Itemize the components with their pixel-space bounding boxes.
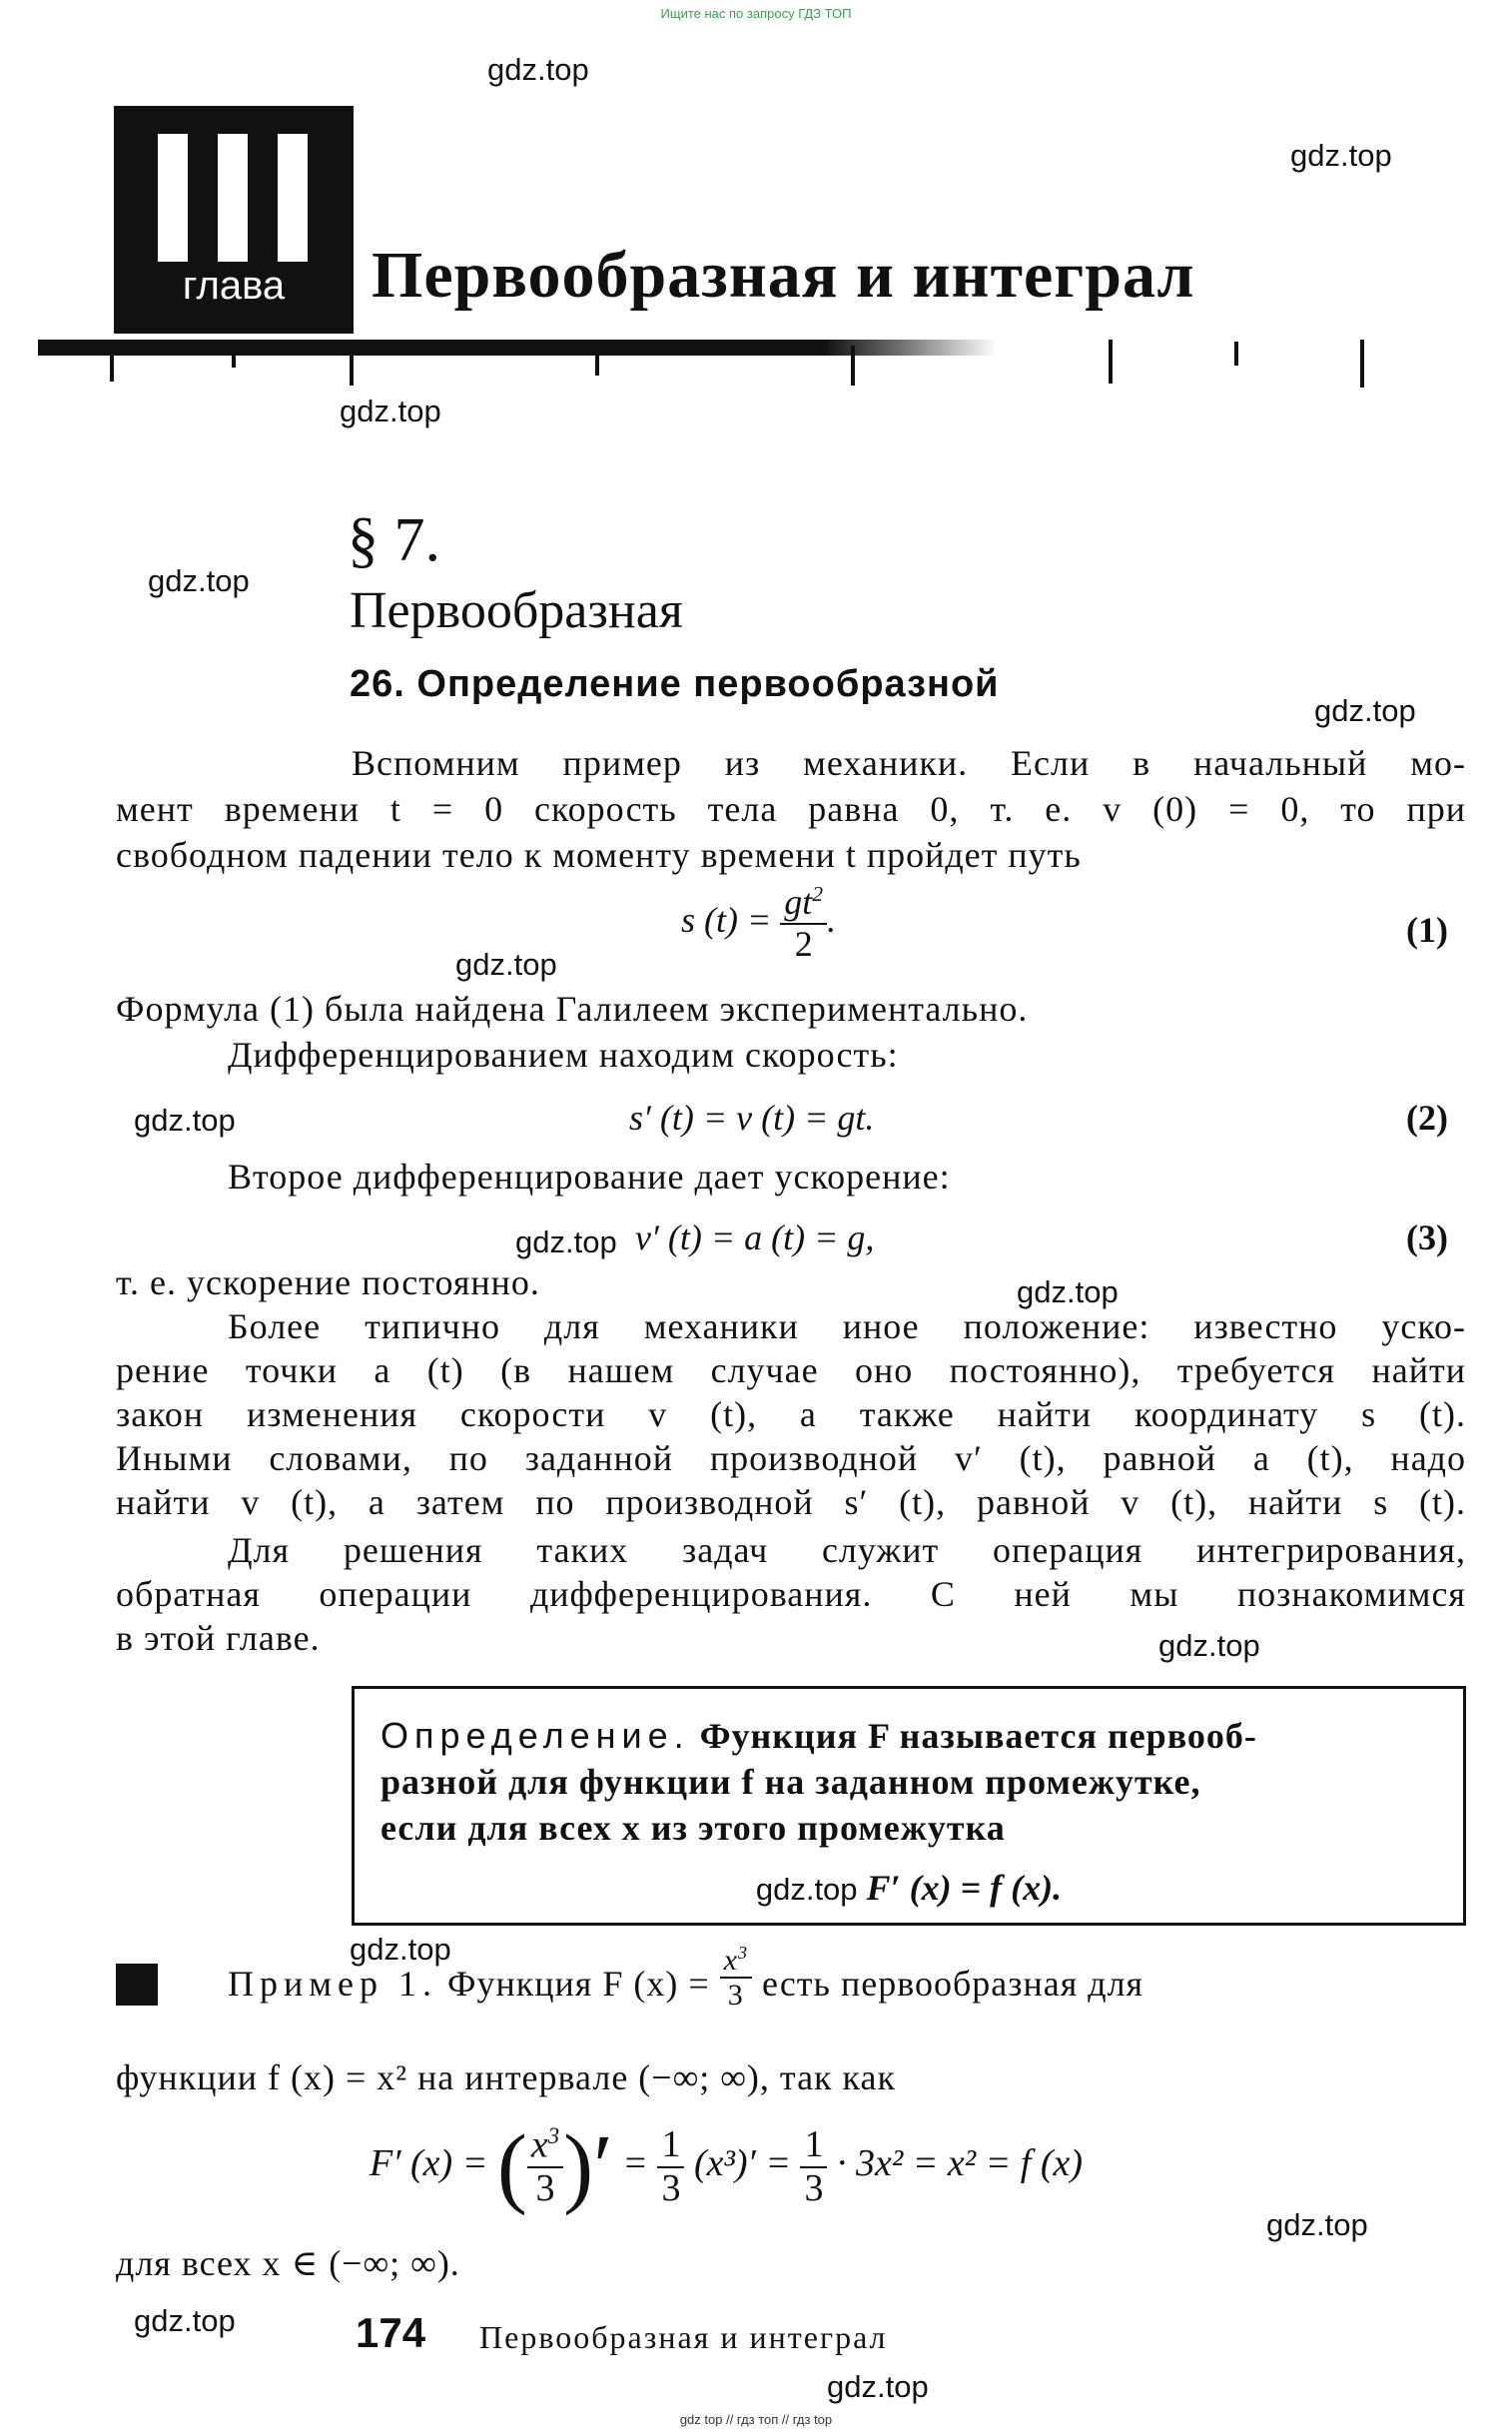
deriv-three: 3 xyxy=(661,2166,681,2209)
text-line: Более типично для механики иное положение: известно уско- xyxy=(228,1306,1466,1346)
eq1-numerator: gt xyxy=(784,882,813,922)
deriv-lhs: F′ (x) = xyxy=(370,2142,488,2185)
eq1-denominator: 2 xyxy=(794,923,813,964)
watermark: gdz.top xyxy=(134,1103,236,1138)
deriv-one-third xyxy=(657,2124,684,2210)
chapter-numeral-bar xyxy=(218,134,248,262)
bottom-notice: gdz top // гдз топ // гдз top xyxy=(679,2412,833,2427)
watermark: gdz.top xyxy=(827,2369,929,2404)
text-line: т. е. ускорение постоянно. xyxy=(116,1262,540,1302)
text-line: в этой главе. xyxy=(116,1618,321,1658)
eq1-end: . xyxy=(827,899,837,940)
equation-3: v′ (t) = a (t) = g, xyxy=(635,1218,875,1257)
deriv-tail: · 3x² = x² = f (x) xyxy=(836,2142,1084,2185)
equation-label: (1) xyxy=(1406,910,1448,950)
example-derivation xyxy=(370,2115,1083,2218)
section-title: Первообразная xyxy=(350,582,683,639)
eq1-exponent: 2 xyxy=(812,882,824,906)
eq1-fraction xyxy=(780,883,827,964)
watermark: gdz.top xyxy=(515,1224,617,1259)
rule-tick xyxy=(851,346,855,386)
text-line: Вспомним пример из механики. Если в начальный мо- xyxy=(352,743,1466,783)
chapter-numeral-bar xyxy=(278,134,308,262)
text-line: закон изменения скорости v (t), а также найти координату s (t). xyxy=(116,1394,1466,1434)
rule-tick xyxy=(1360,340,1364,388)
watermark: gdz.top xyxy=(134,2303,236,2338)
text-line: Для решения таких задач служит операция интегрирования, xyxy=(228,1530,1466,1570)
deriv-frac-denominator: 3 xyxy=(535,2167,555,2210)
chapter-badge xyxy=(114,106,354,334)
watermark: gdz.top xyxy=(1314,693,1416,728)
example-line: для всех x ∈ (−∞; ∞). xyxy=(116,2243,460,2283)
running-title: Первообразная и интеграл xyxy=(479,2319,888,2355)
rule-tick xyxy=(232,346,236,368)
watermark: gdz.top xyxy=(148,563,250,598)
text-line: рение точки a (t) (в нашем случае оно постоянно), требуется найти xyxy=(116,1350,1466,1390)
text-line: Второе дифференцирование дает ускорение: xyxy=(228,1157,951,1197)
top-notice: Ищите нас по запросу ГДЗ ТОП xyxy=(660,6,852,21)
chapter-numeral-bar xyxy=(158,134,188,262)
text-line: свободном падении тело к моменту времени t пройдет путь xyxy=(116,835,1082,875)
equation-label: (3) xyxy=(1406,1218,1448,1257)
equation-2: s′ (t) = v (t) = gt. xyxy=(629,1098,875,1138)
page-number: 174 xyxy=(356,2309,426,2356)
section-number: § 7. xyxy=(348,506,440,574)
definition-text: Функция F называется первооб- xyxy=(699,1716,1257,1756)
example-line: функции f (x) = x² на интервале (−∞; ∞), так как xyxy=(116,2057,896,2097)
deriv-one: 1 xyxy=(800,2124,827,2168)
example-frac-denominator: 3 xyxy=(727,1978,744,2012)
deriv-one: 1 xyxy=(657,2124,684,2168)
deriv-one-third xyxy=(800,2124,827,2210)
rule-tick xyxy=(350,346,354,386)
text-line: Иными словами, по заданной производной v′ (t), равной a (t), надо xyxy=(116,1438,1466,1478)
deriv-three: 3 xyxy=(804,2166,824,2209)
definition-label: Определение. xyxy=(380,1715,690,1756)
text-line: мент времени t = 0 скорость тела равна 0, т. е. v (0) = 0, то при xyxy=(116,789,1466,829)
deriv-fraction xyxy=(527,2123,563,2210)
eq1-lhs: s (t) = xyxy=(681,899,772,940)
watermark: gdz.top xyxy=(455,947,557,982)
deriv-eq: = xyxy=(622,2142,648,2185)
text-line: Дифференцированием находим скорость: xyxy=(228,1035,899,1075)
example-label: Пример 1. xyxy=(228,1964,438,2004)
deriv-frac-exponent: 3 xyxy=(547,2122,560,2148)
example-text: есть первообразная для xyxy=(761,1964,1144,2004)
watermark: gdz.top xyxy=(487,52,589,87)
rule-tick xyxy=(595,346,599,376)
definition-box xyxy=(352,1686,1466,1926)
deriv-close-paren: )′ xyxy=(563,2117,613,2216)
text-line: Формула (1) была найдена Галилеем экспериментально. xyxy=(116,989,1029,1029)
definition-line xyxy=(380,1715,1257,1757)
watermark: gdz.top xyxy=(1017,1274,1119,1309)
definition-line: разной для функции f на заданном промежутке, xyxy=(380,1762,1201,1802)
rule-tick xyxy=(110,346,114,382)
rule-tick xyxy=(1109,340,1113,384)
watermark: gdz.top xyxy=(1158,1628,1260,1663)
deriv-frac-numerator: x xyxy=(530,2123,548,2166)
watermark: gdz.top xyxy=(755,1872,858,1907)
chapter-title: Первообразная и интеграл xyxy=(372,239,1195,312)
text-line: найти v (t), а затем по производной s′ (t), равной v (t), найти s (t). xyxy=(116,1482,1466,1522)
definition-formula-text: F′ (x) = f (x). xyxy=(866,1868,1063,1908)
chapter-word: глава xyxy=(182,264,286,308)
example-text: Функция F (x) = xyxy=(447,1964,710,2004)
subsection-title: 26. Определение первообразной xyxy=(350,663,1000,705)
watermark: gdz.top xyxy=(1290,138,1392,173)
equation-label: (2) xyxy=(1406,1098,1448,1138)
watermark: gdz.top xyxy=(350,1932,451,1967)
example-frac-numerator: x xyxy=(723,1943,738,1977)
deriv-mid: (x³)′ = xyxy=(693,2142,791,2185)
definition-formula xyxy=(355,1867,1463,1909)
watermark: gdz.top xyxy=(340,394,441,428)
definition-line: если для всех x из этого промежутка xyxy=(380,1808,1006,1848)
equation-1 xyxy=(681,883,836,964)
deriv-open-paren: ( xyxy=(496,2117,527,2216)
example-frac-exponent: 3 xyxy=(737,1942,748,1963)
example-fraction xyxy=(720,1944,752,2012)
watermark: gdz.top xyxy=(1266,2207,1368,2242)
rule-tick xyxy=(1234,342,1238,366)
text-line: обратная операции дифференцирования. С ней мы познакомимся xyxy=(116,1574,1466,1614)
example-marker xyxy=(116,1964,158,2006)
